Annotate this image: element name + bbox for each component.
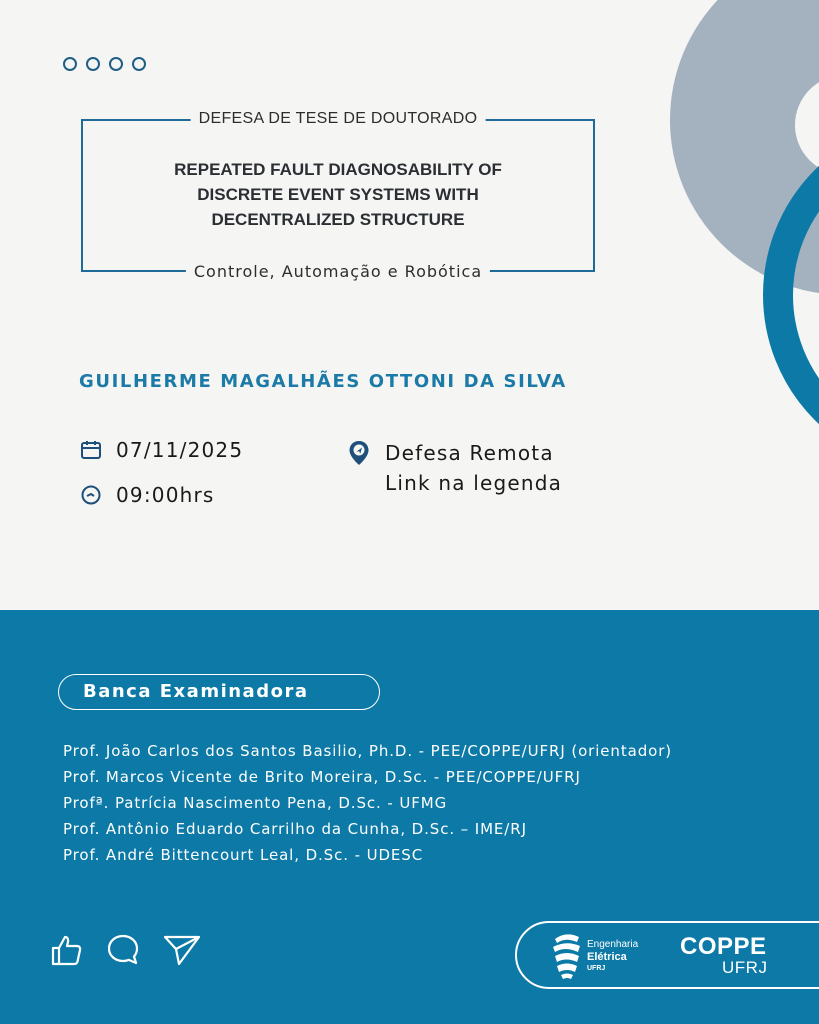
committee-member: Prof. Marcos Vicente de Brito Moreira, D.Sc. - PEE/COPPE/UFRJ [63,768,581,786]
event-location [347,438,562,498]
committee-member: Prof. João Carlos dos Santos Basilio, Ph.D. - PEE/COPPE/UFRJ (orientador) [63,742,673,760]
social-actions [50,933,202,967]
committee-member: Profª. Patrícia Nascimento Pena, D.Sc. - UFMG [63,794,448,812]
comment-icon[interactable] [106,933,140,967]
committee-member: Prof. Antônio Eduardo Carrilho da Cunha, D.Sc. – IME/RJ [63,820,527,838]
clock-icon [80,484,102,506]
program-name: Controle, Automação e Robótica [186,262,490,281]
event-type: DEFESA DE TESE DE DOUTORADO [191,110,486,128]
engenharia-text [587,939,638,975]
carousel-dots [63,57,146,71]
committee-list [63,738,672,868]
time-text: 09:00hrs [116,483,215,507]
event-date [80,438,243,462]
eng-line: Engenharia [587,939,639,950]
dot [63,57,77,71]
engenharia-eletrica-logo [547,931,585,981]
like-icon[interactable] [50,933,84,967]
calendar-icon [80,439,102,461]
title-box [81,110,595,281]
date-text: 07/11/2025 [116,438,244,462]
thesis-title [83,157,593,232]
location-text: Defesa Remota [385,441,554,465]
dot [132,57,146,71]
committee-member: Prof. André Bittencourt Leal, D.Sc. - UDESC [63,846,424,864]
logos-pill [515,921,819,989]
candidate-name: GUILHERME MAGALHÃES OTTONI DA SILVA [79,371,567,392]
eng-line: UFRJ [587,965,606,972]
dot [86,57,100,71]
coppe-ufrj: UFRJ [722,958,768,977]
event-time [80,483,215,507]
thesis-title-line: DISCRETE EVENT SYSTEMS WITH [197,185,479,204]
eng-line: Elétrica [587,951,627,963]
thesis-title-line: DECENTRALIZED STRUCTURE [211,210,465,229]
coppe-logo: COPPE [680,933,767,960]
share-icon[interactable] [162,933,202,967]
location-note: Link na legenda [385,471,563,495]
thesis-title-line: REPEATED FAULT DIAGNOSABILITY OF [174,160,502,179]
dot [109,57,123,71]
committee-label: Banca Examinadora [58,674,380,710]
location-pin-icon [347,439,371,467]
